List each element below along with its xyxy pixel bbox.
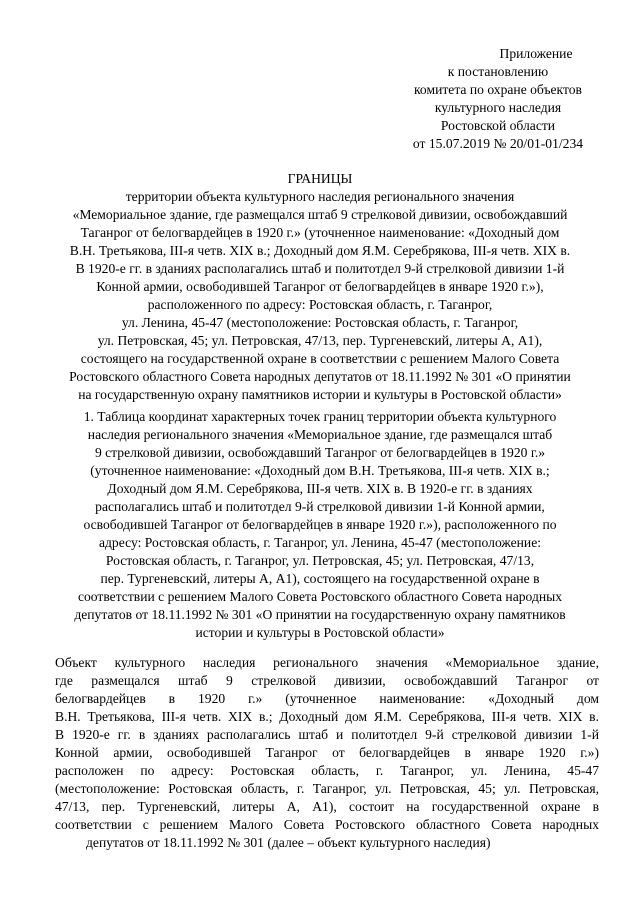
- heading-line: Конной армии, освободившей Таганрог от белогвардейцев в январе 1920 г.»),: [96, 279, 544, 294]
- heading-line: «Мемориальное здание, где размещался штаб 9 стрелковой дивизии, освобождавший: [72, 207, 568, 222]
- body-line: соответствии с решением Малого Совета Ростовского областного Совета народных: [55, 817, 599, 832]
- heading-line: территории объекта культурного наследия регионального значения: [125, 189, 515, 204]
- body-line: В.Н. Третьякова, III-я четв. XIX в.; Доходный дом Я.М. Серебрякова, III-я четв. XIX в.: [55, 709, 599, 724]
- heading-line: Таганрог от белогвардейцев в 1920 г.» (уточненное наименование: «Доходный дом: [80, 225, 560, 240]
- heading-line: ул. Петровская, 45; ул. Петровская, 47/13, пер. Тургеневский, литеры А, А1),: [97, 333, 543, 348]
- body-line: В 1920-е гг. в зданиях располагались штаб и политотдел 9-й стрелковой дивизии 1-й: [55, 727, 599, 742]
- table-heading-line: (уточненное наименование: «Доходный дом В.Н. Третьякова, III-я четв. XIX в.;: [90, 463, 550, 478]
- table-heading-line: наследия регионального значения «Мемориальное здание, где размещался штаб: [87, 427, 553, 442]
- heading-line: В.Н. Третьякова, III-я четв. XIX в.; Доходный дом Я.М. Серебрякова, III-я четв. XIX в.: [69, 243, 571, 258]
- appendix-line: Ростовской области: [440, 118, 556, 133]
- heading-line: состоящего на государственной охране в соответствии с решением Малого Совета: [80, 351, 560, 366]
- heading-line: на государственную охрану памятников истории и культуры в Ростовской области»: [78, 387, 562, 402]
- table-heading-line: 9 стрелковой дивизии, освобождавший Таганрог от белогвардейцев в 1920 г.»: [94, 445, 546, 460]
- heading-line: В 1920-е гг. в зданиях располагались штаб и политотдел 9-й стрелковой дивизии 1-й: [75, 261, 565, 276]
- body-line: Конной армии, освободившей Таганрог от белогвардейцев в январе 1920 г.»): [55, 745, 599, 760]
- table-heading-line: освободившей Таганрог от белогвардейцев в январе 1920 г.»), расположенного по: [83, 517, 557, 532]
- page-title: ГРАНИЦЫ: [287, 171, 353, 186]
- heading-line: Ростовского областного Совета народных депутатов от 18.11.1992 № 301 «О принятии: [69, 369, 571, 384]
- body-line: 47/13, пер. Тургеневский, литеры А, А1), состоит на государственной охране в: [55, 799, 599, 814]
- body-line: где размещался штаб 9 стрелковой дивизии, освобождавший Таганрог от: [55, 673, 599, 688]
- table-heading-line: пер. Тургеневский, литеры А, А1), состоящего на государственной охране в: [100, 571, 540, 586]
- table-heading-line: депутатов от 18.11.1992 № 301 «О принятии на государственную охрану памятников: [74, 607, 566, 622]
- appendix-line: Приложение: [499, 46, 573, 61]
- appendix-date-line: от 15.07.2019 № 20/01-01/234: [412, 136, 584, 151]
- appendix-line: к постановлению: [447, 64, 549, 79]
- table-heading-line: соответствии с решением Малого Совета Ростовского областного Совета народных: [77, 589, 563, 604]
- table-heading-line: истории и культуры в Ростовской области»: [195, 625, 445, 640]
- heading-line: расположенного по адресу: Ростовская область, г. Таганрог,: [147, 297, 493, 312]
- body-line: расположен по адресу: Ростовская область, г. Таганрог, ул. Ленина, 45-47: [55, 763, 599, 778]
- body-line-last: депутатов от 18.11.1992 № 301 (далее – объект культурного наследия): [86, 835, 491, 850]
- heading-line: ул. Ленина, 45-47 (местоположение: Ростовская область, г. Таганрог,: [121, 315, 519, 330]
- appendix-line: комитета по охране объектов: [414, 82, 582, 97]
- table-heading-line: 1. Таблица координат характерных точек границ территории объекта культурного: [83, 409, 557, 424]
- body-line: Объект культурного наследия регионального значения «Мемориальное здание,: [55, 655, 599, 670]
- table-heading-line: Доходный дом Я.М. Серебрякова, III-я четв. XIX в. В 1920-е гг. в зданиях: [107, 481, 533, 496]
- table-heading-line: Ростовская область, г. Таганрог, ул. Петровская, 45; ул. Петровская, 47/13,: [105, 553, 535, 568]
- body-line: белогвардейцев в 1920 г.» (уточненное наименование: «Доходный дом: [55, 691, 599, 706]
- body-line: (местоположение: Ростовская область, г. Таганрог, ул. Петровская, 45; ул. Петровская,: [55, 781, 599, 796]
- table-heading-line: располагались штаб и политотдел 9-й стрелковой дивизии 1-й Конной армии,: [95, 499, 545, 514]
- table-heading-line: адресу: Ростовская область, г. Таганрог, ул. Ленина, 45-47 (местоположение:: [98, 535, 542, 550]
- appendix-line: культурного наследия: [434, 100, 562, 115]
